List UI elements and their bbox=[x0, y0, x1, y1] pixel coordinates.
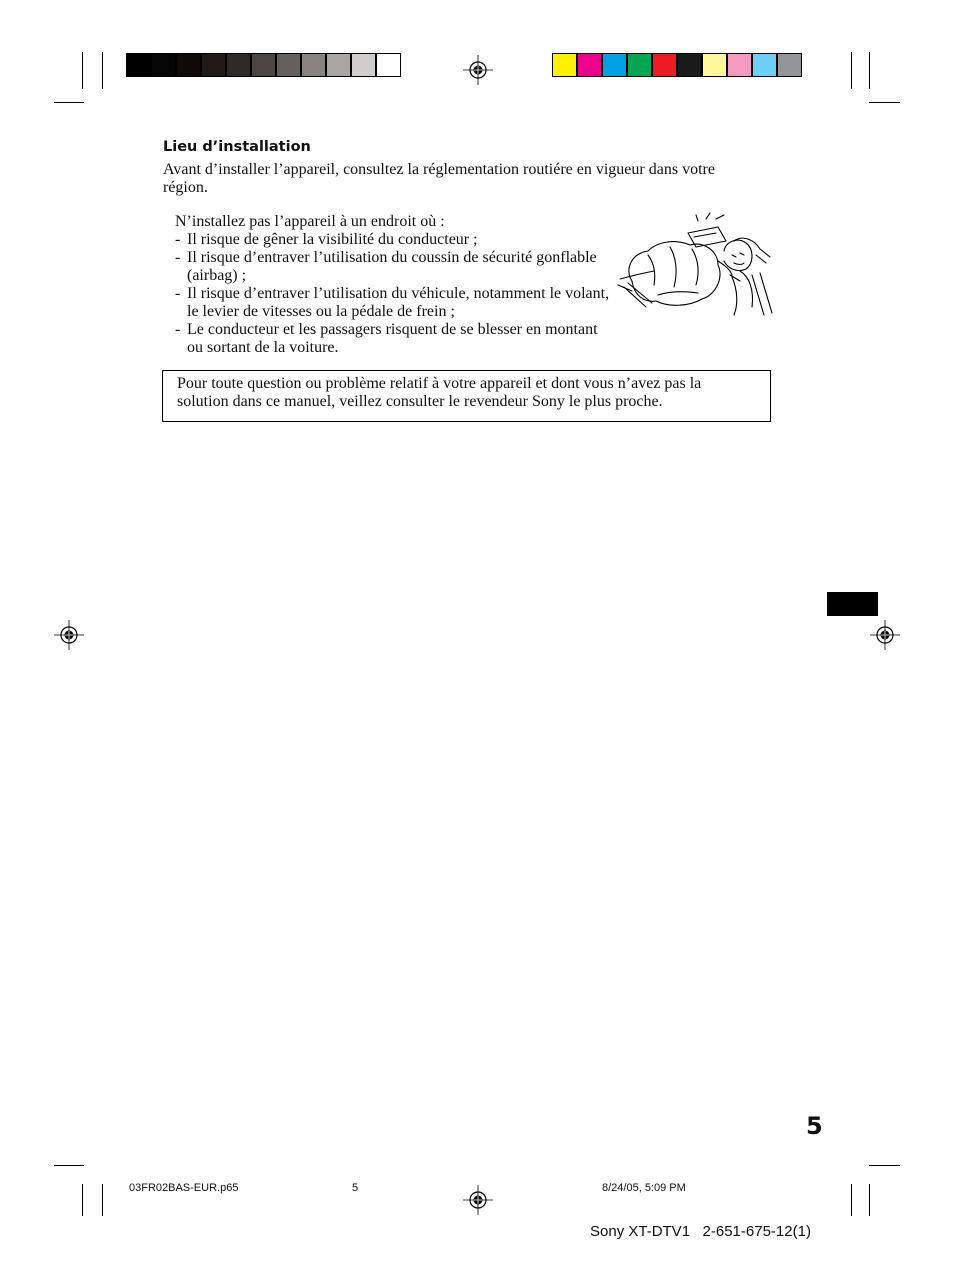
page-number: 5 bbox=[806, 1112, 823, 1140]
calibration-swatch bbox=[226, 53, 251, 77]
calibration-swatch bbox=[351, 53, 376, 77]
calibration-swatch bbox=[752, 53, 777, 77]
registration-mark-icon bbox=[463, 55, 493, 85]
calibration-swatch bbox=[151, 53, 176, 77]
list-item: - Il risque d’entraver l’utilisation du véhicule, notamment le volant, le levier de vitesses ou la pédale de frein ; bbox=[175, 285, 615, 321]
warning-lead: N’installez pas l’appareil à un endroit où : bbox=[175, 213, 445, 230]
calibration-swatch bbox=[652, 53, 677, 77]
calibration-swatch bbox=[326, 53, 351, 77]
registration-mark-icon bbox=[463, 1185, 493, 1215]
airbag-illustration bbox=[614, 211, 774, 321]
calibration-swatch bbox=[777, 53, 802, 77]
calibration-swatch bbox=[602, 53, 627, 77]
calibration-swatch bbox=[251, 53, 276, 77]
registration-mark-icon bbox=[870, 620, 900, 650]
language-tab-marker bbox=[827, 592, 878, 616]
footer-date: 8/24/05, 5:09 PM bbox=[602, 1182, 686, 1194]
calibration-swatch bbox=[201, 53, 226, 77]
intro-paragraph: Avant d’installer l’appareil, consultez la réglementation routiére en vigueur dans votre région. bbox=[163, 161, 715, 196]
calibration-swatch bbox=[627, 53, 652, 77]
calibration-swatch bbox=[301, 53, 326, 77]
calibration-swatch bbox=[376, 53, 401, 77]
footer-page: 5 bbox=[352, 1182, 359, 1194]
list-item: - Il risque d’entraver l’utilisation du coussin de sécurité gonflable (airbag) ; bbox=[175, 249, 615, 285]
calibration-swatch bbox=[126, 53, 151, 77]
footer-product-id: Sony XT-DTV1 2-651-675-12(1) bbox=[590, 1223, 811, 1240]
registration-mark-icon bbox=[54, 620, 84, 650]
calibration-swatch bbox=[176, 53, 201, 77]
support-notice-box: Pour toute question ou problème relatif à votre appareil et dont vous n’avez pas la solution dans ce manuel, veillez consulter le revendeur Sony le plus proche. bbox=[162, 370, 771, 422]
calibration-swatch bbox=[677, 53, 702, 77]
calibration-swatch bbox=[552, 53, 577, 77]
calibration-swatch bbox=[577, 53, 602, 77]
footer-filename: 03FR02BAS-EUR.p65 bbox=[129, 1182, 239, 1194]
list-item: - Il risque de gêner la visibilité du conducteur ; bbox=[175, 231, 615, 249]
calibration-swatch bbox=[702, 53, 727, 77]
calibration-swatch bbox=[727, 53, 752, 77]
calibration-swatch bbox=[276, 53, 301, 77]
list-item: - Le conducteur et les passagers risquent de se blesser en montant ou sortant de la voiture. bbox=[175, 321, 615, 357]
warning-list bbox=[175, 231, 615, 357]
section-heading: Lieu d’installation bbox=[163, 139, 311, 155]
